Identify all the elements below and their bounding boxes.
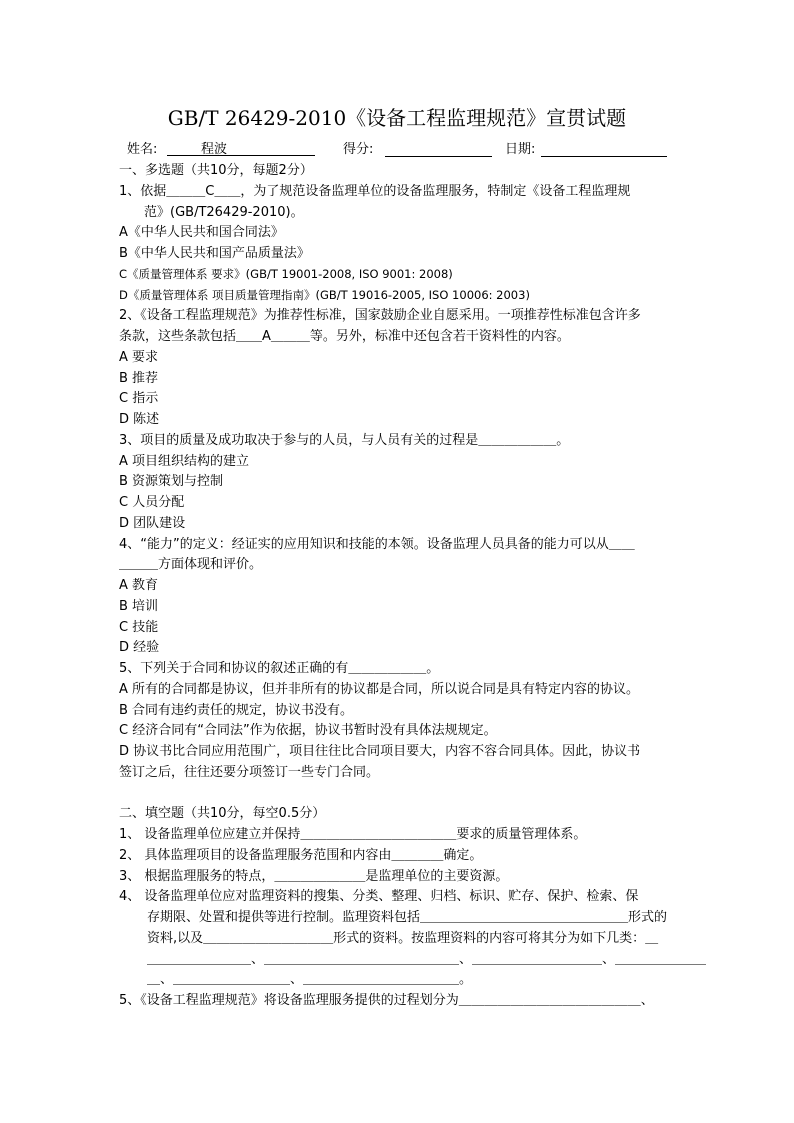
text-line: B 培训	[119, 598, 159, 614]
text-line: B 推荐	[119, 370, 159, 386]
name-label: 姓名:	[127, 142, 158, 157]
text-line	[119, 783, 681, 804]
text-line: ＿、＿＿＿＿＿＿＿＿＿、＿＿＿＿＿＿＿＿＿＿＿＿。	[147, 972, 473, 988]
text-line: A《中华人民共和国合同法》	[119, 225, 284, 241]
text-line: 条款，这些条款包括＿＿A＿＿＿等。另外，标准中还包含若干资料性的内容。	[119, 329, 570, 344]
document-title: GB/T 26429-2010《设备工程监理规范》宣贯试题	[167, 106, 627, 130]
text-line: C 技能	[119, 619, 159, 635]
text-line: 2、 具体监理项目的设备监理服务范围和内容由＿＿＿＿确定。	[119, 847, 483, 863]
text-line: D 陈述	[119, 412, 160, 427]
text-line: 资料,以及＿＿＿＿＿＿＿＿＿＿形式的资料。按监理资料的内容可将其分为如下几类：＿	[147, 930, 659, 946]
header-info	[127, 140, 687, 160]
text-line: 5、《设备工程监理规范》将设备监理服务提供的过程划分为＿＿＿＿＿＿＿＿＿＿＿＿＿＿、	[119, 993, 654, 1008]
text-line: 存期限、处置和提供等进行控制。监理资料包括＿＿＿＿＿＿＿＿＿＿＿＿＿＿＿＿形式的	[147, 910, 668, 925]
text-line: C 指示	[119, 391, 159, 407]
date-label: 日期:	[505, 142, 536, 157]
name-field[interactable]: 程波	[167, 140, 315, 156]
text-line: 二、填空题（共10分，每空0.5分）	[119, 806, 326, 822]
score-field[interactable]	[385, 140, 492, 157]
text-line: A 所有的合同都是协议，但并非所有的协议都是合同，所以说合同是具有特定内容的协议。	[119, 681, 640, 697]
date-field[interactable]	[541, 140, 667, 157]
text-line: 5、下列关于合同和协议的叙述正确的有＿＿＿＿＿＿。	[119, 661, 440, 676]
text-line: 一、多选题（共10分，每题2分）	[119, 163, 313, 178]
text-line: 签订之后，往往还要分项签订一些专门合同。	[119, 764, 380, 780]
text-line: A 项目组织结构的建立	[119, 453, 250, 469]
text-line: 3、 根据监理服务的特点，＿＿＿＿＿＿＿是监理单位的主要资源。	[119, 868, 509, 884]
text-line: D 团队建设	[119, 515, 186, 531]
text-line: 3、项目的质量及成功取决于参与的人员，与人员有关的过程是＿＿＿＿＿＿。	[119, 432, 570, 448]
score-label: 得分:	[343, 142, 374, 157]
text-line: C 人员分配	[119, 495, 185, 510]
text-line: B 资源策划与控制	[119, 474, 224, 490]
text-line: C《质量管理体系 要求》(GB/T 19001-2008, ISO 9001: 2008)	[119, 266, 453, 281]
text-line: D 协议书比合同应用范围广，项目往往比合同项目要大，内容不容合同具体。因此，协议书	[119, 744, 641, 759]
text-line: C 经济合同有“合同法”作为依据，协议书暂时没有具体法规规定。	[119, 723, 497, 739]
text-line: D《质量管理体系 项目质量管理指南》(GB/T 19016-2005, ISO 10006: 2003)	[119, 287, 530, 302]
text-line: D 经验	[119, 640, 160, 656]
text-line: 4、“能力”的定义：经证实的应用知识和技能的本领。设备监理人员具备的能力可以从＿＿	[119, 536, 635, 552]
text-line: 范》(GB/T26429-2010)。	[144, 204, 304, 220]
text-line: ＿＿＿＿＿＿＿＿、＿＿＿＿＿＿＿＿＿＿＿＿＿＿＿、＿＿＿＿＿＿＿＿＿＿、＿＿＿＿＿＿＿	[147, 951, 707, 967]
text-line: ＿＿＿方面体现和评价。	[119, 557, 263, 573]
text-line: A 教育	[119, 578, 159, 593]
text-line: B 合同有违约责任的规定，协议书没有。	[119, 702, 354, 718]
text-line: 2、《设备工程监理规范》为推荐性标准，国家鼓励企业自愿采用。一项推荐性标准包含许多	[119, 308, 641, 324]
text-line: 1、依据＿＿＿C＿＿，为了规范设备监理单位的设备监理服务，特制定《设备工程监理规	[119, 183, 631, 199]
text-line: A 要求	[119, 349, 159, 365]
text-line: 1、 设备监理单位应建立并保持＿＿＿＿＿＿＿＿＿＿＿＿要求的质量管理体系。	[119, 827, 587, 842]
text-line: 4、 设备监理单位应对监理资料的搜集、分类、整理、归档、标识、贮存、保护、检索、保	[119, 889, 639, 905]
text-line: B《中华人民共和国产品质量法》	[119, 246, 310, 261]
